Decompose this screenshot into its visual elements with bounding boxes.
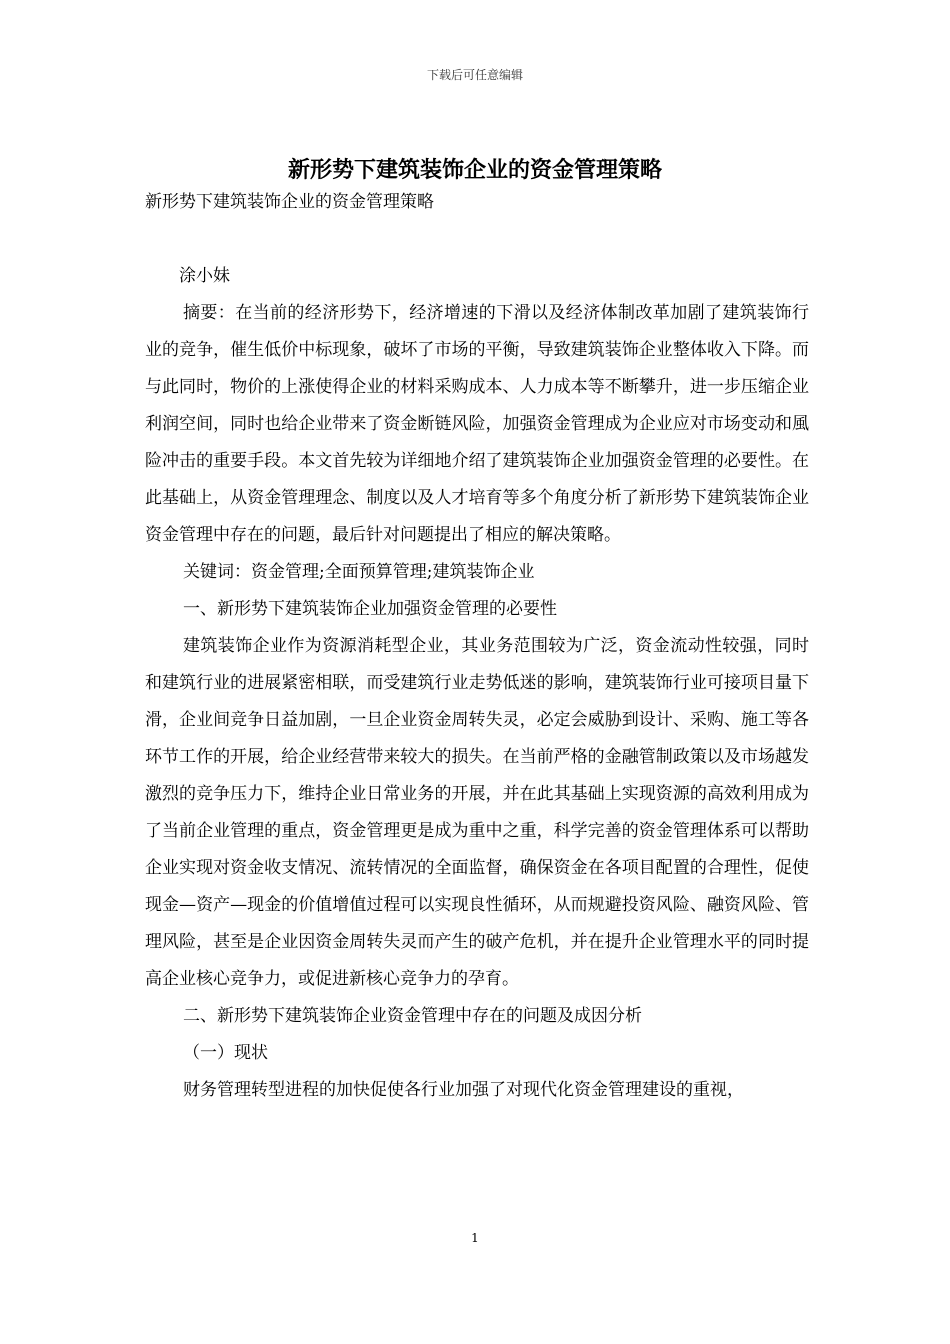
- page-number: 1: [471, 1231, 479, 1245]
- keywords-line: 关键词：资金管理;全面预算管理;建筑装饰企业: [183, 562, 535, 582]
- document-subtitle: 新形势下建筑装饰企业的资金管理策略: [145, 192, 434, 212]
- subsection-1-heading: （一）现状: [183, 1043, 268, 1063]
- section-2-heading: 二、新形势下建筑装饰企业资金管理中存在的问题及成因分析: [183, 1006, 642, 1026]
- author-name: 涂小妹: [179, 266, 230, 286]
- blank-line: [145, 221, 809, 258]
- subsection-1-paragraph: 财务管理转型进程的加快促使各行业加强了对现代化资金管理建设的重视，: [183, 1080, 744, 1100]
- document-title: 新形势下建筑装饰企业的资金管理策略: [287, 157, 662, 183]
- header-note: 下载后可任意编辑: [426, 68, 523, 82]
- abstract-paragraph: 摘要：在当前的经济形势下，经济增速的下滑以及经济体制改革加剧了建筑装饰行业的竞争，催生低价中标现象，破坏了市场的平衡，导致建筑装饰企业整体收入下降。而与此同时，物价的上涨使得企业的材料采购成本、人力成本等不断攀升，进一步压缩企业利润空间，同时也给企业带来了资金断链风险，加强资金管理成为企业应对市场变动和風险冲击的重要手段。本文首先较为详细地介绍了建筑装饰企业加强资金管理的必要性。在此基础上，从资金管理理念、制度以及人才培育等多个角度分析了新形势下建筑装饰企业资金管理中存在的问题，最后针对问题提出了相应的解决策略。: [145, 303, 809, 545]
- document-body: [145, 184, 809, 1109]
- section-1-paragraph: 建筑装饰企业作为资源消耗型企业，其业务范围较为广泛，资金流动性较强，同时和建筑行业的进展紧密相联，而受建筑行业走势低迷的影响，建筑装饰行业可接项目量下滑，企业间竞争日益加剧，一旦企业资金周转失灵，必定会威胁到设计、采购、施工等各环节工作的开展，给企业经营带来较大的损失。在当前严格的金融管制政策以及市场越发激烈的竞争压力下，维持企业日常业务的开展，并在此其基础上实现资源的高效利用成为了当前企业管理的重点，资金管理更是成为重中之重，科学完善的资金管理体系可以帮助企业实现对资金收支情况、流转情况的全面监督，确保资金在各项目配置的合理性，促使现金—资产—现金的价值增值过程可以实现良性循环，从而规避投资风险、融资风险、管理风险，甚至是企业因资金周转失灵而产生的破产危机，并在提升企业管理水平的同时提高企业核心竞争力，或促进新核心竞争力的孕育。: [145, 636, 809, 989]
- section-1-heading: 一、新形势下建筑装饰企业加强资金管理的必要性: [183, 599, 557, 619]
